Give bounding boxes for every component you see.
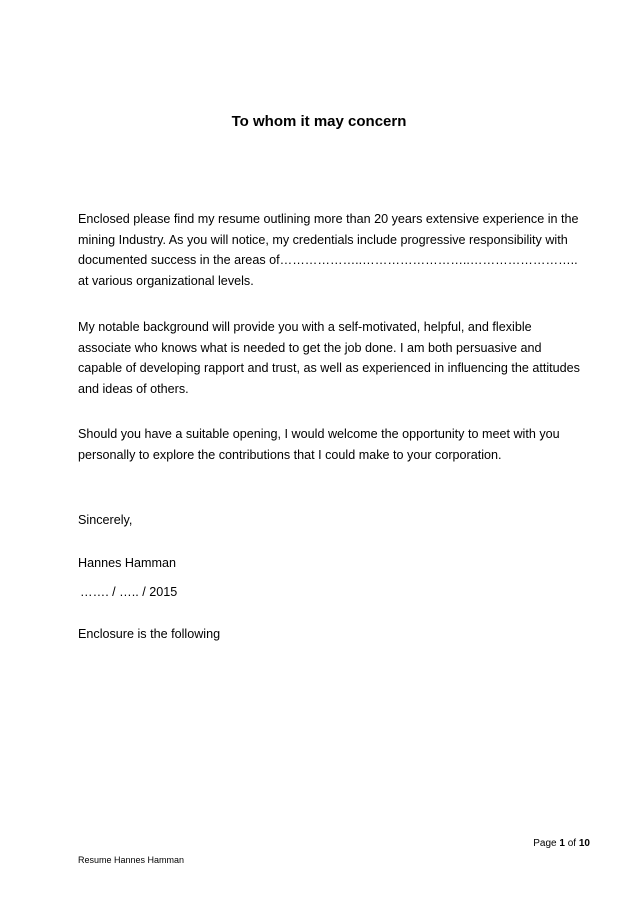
paragraph-line: at various organizational levels. bbox=[78, 273, 254, 288]
paragraph-line: capable of developing rapport and trust, as well as experienced in influencing the attitudes bbox=[78, 361, 580, 375]
page-of-label: of bbox=[567, 838, 577, 849]
closing-salutation: Sincerely, bbox=[78, 513, 133, 527]
footer-document-name: Resume Hannes Hamman bbox=[78, 855, 185, 865]
paragraph-background bbox=[78, 317, 598, 399]
letter-date: ……. / ….. / 2015 bbox=[80, 585, 178, 599]
letter-title: To whom it may concern bbox=[231, 113, 407, 130]
paragraph-line: Enclosed please find my resume outlining more than 20 years extensive experience in the bbox=[78, 212, 579, 226]
paragraph-line: documented success in the areas of………………..……………………..…………………….. bbox=[78, 253, 578, 267]
paragraph-line: Should you have a suitable opening, I would welcome the opportunity to meet with you bbox=[78, 427, 560, 441]
signer-name: Hannes Hamman bbox=[78, 556, 176, 570]
page-number bbox=[533, 838, 590, 849]
paragraph-request bbox=[78, 424, 598, 465]
paragraph-line: mining Industry. As you will notice, my credentials include progressive responsibility with bbox=[78, 232, 568, 247]
paragraph-line: personally to explore the contributions that I could make to your corporation. bbox=[78, 447, 502, 462]
page-label: Page bbox=[533, 838, 557, 849]
paragraph-line: associate who knows what is needed to get the job done. I am both persuasive and bbox=[78, 340, 542, 355]
page-total: 10 bbox=[578, 838, 590, 849]
paragraph-line: and ideas of others. bbox=[78, 381, 189, 396]
paragraph-introduction bbox=[78, 209, 598, 291]
paragraph-line: My notable background will provide you with a self-motivated, helpful, and flexible bbox=[78, 320, 532, 334]
page-current: 1 bbox=[559, 838, 565, 849]
enclosure-note: Enclosure is the following bbox=[78, 627, 221, 641]
